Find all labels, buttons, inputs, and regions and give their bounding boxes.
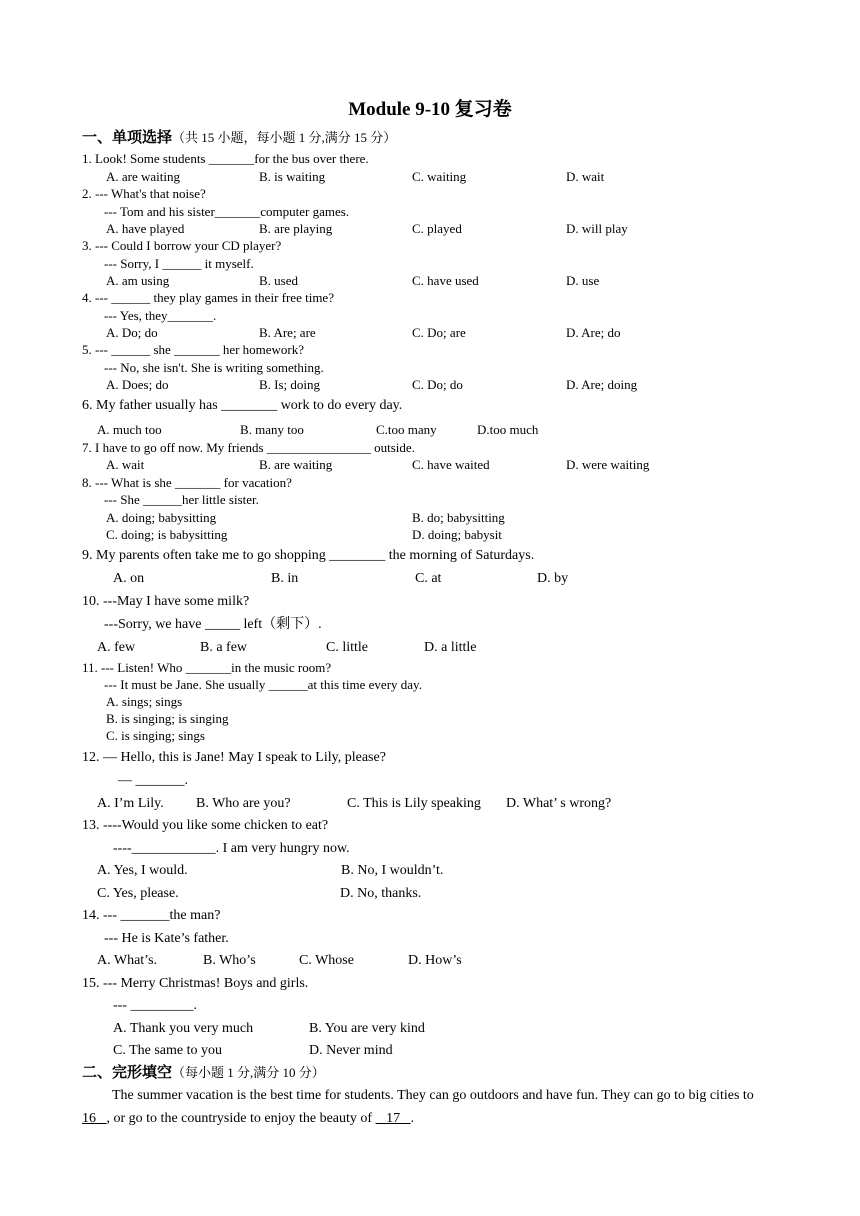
q2-option-d: D. will play <box>566 221 628 236</box>
passage-line-2-mid: , or go to the countryside to enjoy the beauty of <box>106 1111 376 1126</box>
question-10-stem: 10. ---May I have some milk? <box>82 594 250 609</box>
q9-option-a: A. on <box>113 571 145 586</box>
question-8-stem: 8. --- What is she _______ for vacation? <box>82 475 292 490</box>
question-10-line-2: ---Sorry, we have _____ left（剩下）. <box>104 617 322 632</box>
question-4-line-2: --- Yes, they_______. <box>104 308 217 323</box>
q1-option-b: B. is waiting <box>259 169 326 184</box>
question-11-line-2: --- It must be Jane. She usually ______at this time every day. <box>104 677 422 692</box>
q10-option-a: A. few <box>97 640 136 655</box>
question-2-line-2: --- Tom and his sister_______computer games. <box>104 204 350 219</box>
q7-option-b: B. are waiting <box>259 457 333 472</box>
q1-option-c: C. waiting <box>412 169 467 184</box>
q8-option-a: A. doing; babysitting <box>106 510 217 525</box>
q8-option-c: C. doing; is babysitting <box>106 527 228 542</box>
question-14-line-2: --- He is Kate’s father. <box>104 931 229 946</box>
question-11-stem: 11. --- Listen! Who _______in the music room? <box>82 660 332 675</box>
question-13-stem: 13. ----Would you like some chicken to eat? <box>82 818 329 833</box>
q13-option-a: A. Yes, I would. <box>97 863 188 878</box>
question-15-stem: 15. --- Merry Christmas! Boys and girls. <box>82 976 309 991</box>
section-heading-cloze <box>82 1065 325 1081</box>
page-title: Module 9-10 复习卷 <box>348 99 512 120</box>
q13-option-b: B. No, I wouldn’t. <box>341 863 444 878</box>
question-6-stem: 6. My father usually has ________ work to do every day. <box>82 398 403 413</box>
question-5-stem: 5. --- ______ she _______ her homework? <box>82 342 305 357</box>
q12-option-d: D. What’ s wrong? <box>506 796 612 811</box>
blank-17 <box>376 1111 411 1126</box>
blank-16-number: 16 <box>82 1111 96 1126</box>
q11-option-b: B. is singing; is singing <box>106 711 229 726</box>
question-7-stem: 7. I have to go off now. My friends ________________ outside. <box>82 440 415 455</box>
q4-option-a: A. Do; do <box>106 325 158 340</box>
q10-option-d: D. a little <box>424 640 477 655</box>
q12-option-c: C. This is Lily speaking <box>347 796 481 811</box>
q12-option-a: A. I’m Lily. <box>97 796 164 811</box>
q14-option-d: D. How’s <box>408 953 462 968</box>
blank-17-number: 17 <box>386 1111 401 1126</box>
question-12-line-2: — _______. <box>118 773 188 788</box>
q6-option-b: B. many too <box>240 422 304 437</box>
q15-option-a: A. Thank you very much <box>113 1021 254 1036</box>
q7-option-d: D. were waiting <box>566 457 650 472</box>
q10-option-b: B. a few <box>200 640 248 655</box>
section-note: （每小题 1 分,满分 10 分） <box>172 1065 325 1080</box>
q3-option-a: A. am using <box>106 273 170 288</box>
question-14-stem: 14. --- _______the man? <box>82 908 221 923</box>
question-3-line-2: --- Sorry, I ______ it myself. <box>104 256 254 271</box>
q4-option-b: B. Are; are <box>259 325 316 340</box>
q7-option-a: A. wait <box>106 457 145 472</box>
question-8-line-2: --- She ______her little sister. <box>104 492 259 507</box>
q13-option-c: C. Yes, please. <box>97 886 179 901</box>
q6-option-a: A. much too <box>97 422 162 437</box>
q9-option-b: B. in <box>271 571 299 586</box>
q14-option-a: A. What’s. <box>97 953 158 968</box>
q6-option-d: D.too much <box>477 422 539 437</box>
q2-option-c: C. played <box>412 221 462 236</box>
q11-option-c: C. is singing; sings <box>106 728 205 743</box>
q13-option-d: D. No, thanks. <box>340 886 422 901</box>
passage-line-1: The summer vacation is the best time for students. They can go outdoors and have fun. They can go to big cities to <box>112 1088 754 1103</box>
q14-option-c: C. Whose <box>299 953 354 968</box>
q7-option-c: C. have waited <box>412 457 490 472</box>
q15-option-c: C. The same to you <box>113 1043 223 1058</box>
q3-option-d: D. use <box>566 273 600 288</box>
question-9-stem: 9. My parents often take me to go shopping ________ the morning of Saturdays. <box>82 548 535 563</box>
section-note: （共 15 小题，每小题 1 分,满分 15 分） <box>172 130 397 145</box>
section-heading-single-choice <box>82 130 396 146</box>
q6-option-c: C.too many <box>376 422 437 437</box>
q4-option-c: C. Do; are <box>412 325 466 340</box>
q5-option-c: C. Do; do <box>412 377 463 392</box>
q2-option-b: B. are playing <box>259 221 333 236</box>
question-15-line-2: --- _________. <box>113 998 197 1013</box>
passage-line-2-end: . <box>410 1111 415 1126</box>
passage-line-2 <box>82 1111 414 1127</box>
q5-option-d: D. Are; doing <box>566 377 638 392</box>
section-heading-text: 二、完形填空 <box>82 1065 173 1081</box>
q2-option-a: A. have played <box>106 221 185 236</box>
q14-option-b: B. Who’s <box>203 953 256 968</box>
q15-option-d: D. Never mind <box>309 1043 393 1058</box>
question-1-stem: 1. Look! Some students _______for the bus over there. <box>82 151 369 166</box>
q11-option-a: A. sings; sings <box>106 694 183 709</box>
q8-option-d: D. doing; babysit <box>412 527 502 542</box>
q1-option-a: A. are waiting <box>106 169 181 184</box>
question-12-stem: 12. — Hello, this is Jane! May I speak to Lily, please? <box>82 750 386 765</box>
question-4-stem: 4. --- ______ they play games in their free time? <box>82 290 334 305</box>
q10-option-c: C. little <box>326 640 368 655</box>
q1-option-d: D. wait <box>566 169 605 184</box>
section-heading-text: 一、单项选择 <box>82 130 173 146</box>
question-3-stem: 3. --- Could I borrow your CD player? <box>82 238 282 253</box>
q8-option-b: B. do; babysitting <box>412 510 505 525</box>
q9-option-c: C. at <box>415 571 442 586</box>
q3-option-b: B. used <box>259 273 298 288</box>
blank-16 <box>82 1111 107 1126</box>
question-13-line-2: ----____________. I am very hungry now. <box>113 841 350 856</box>
q5-option-a: A. Does; do <box>106 377 169 392</box>
q4-option-d: D. Are; do <box>566 325 621 340</box>
q9-option-d: D. by <box>537 571 569 586</box>
question-5-line-2: --- No, she isn't. She is writing something. <box>104 360 324 375</box>
q12-option-b: B. Who are you? <box>196 796 291 811</box>
question-2-stem: 2. --- What's that noise? <box>82 186 206 201</box>
q5-option-b: B. Is; doing <box>259 377 321 392</box>
q15-option-b: B. You are very kind <box>309 1021 425 1036</box>
q3-option-c: C. have used <box>412 273 479 288</box>
